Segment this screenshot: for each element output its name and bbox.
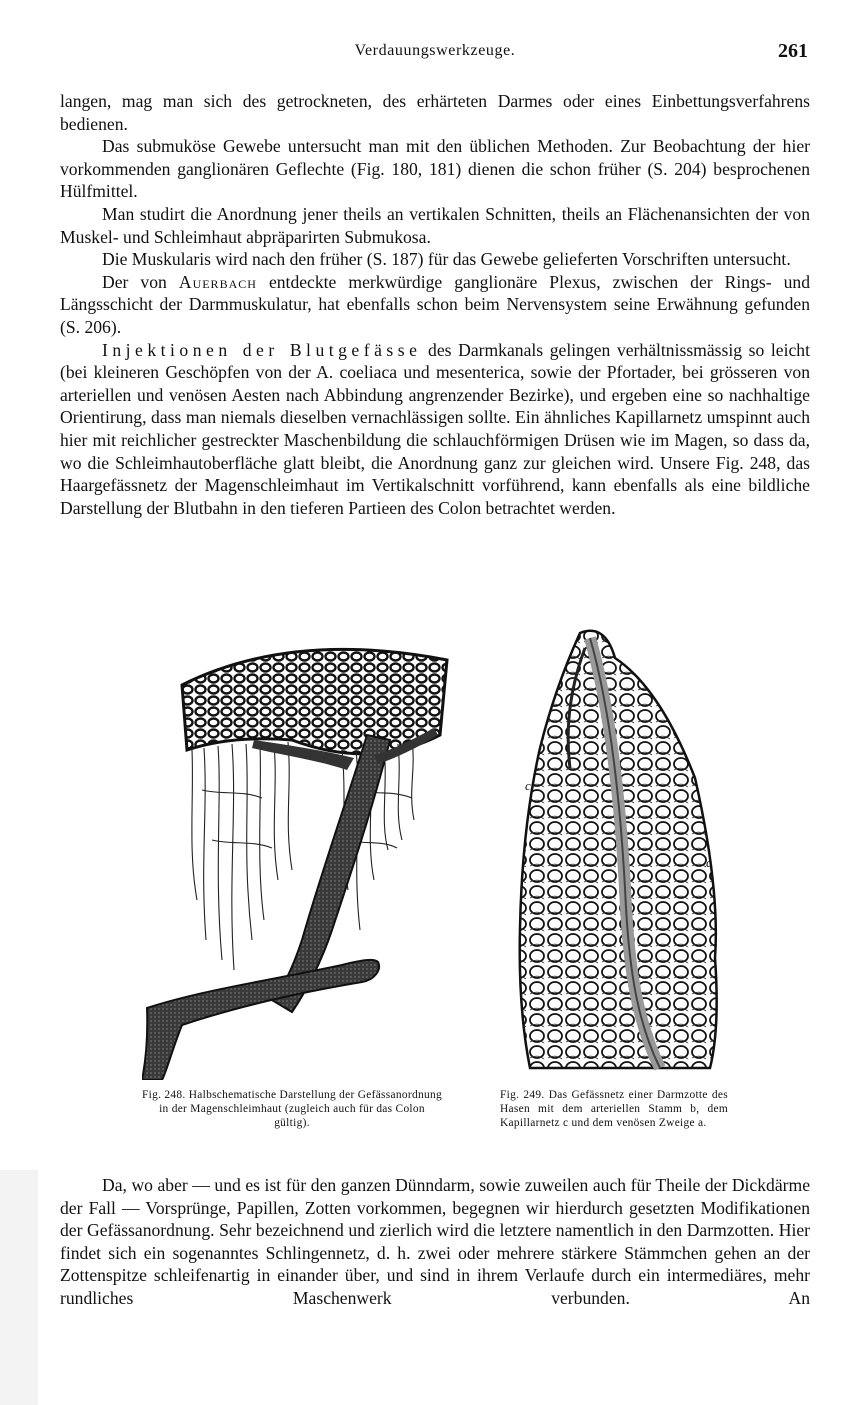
page-number: 261	[778, 40, 808, 62]
paragraph-1: langen, mag man sich des getrockneten, des erhärteten Darmes oder eines Einbettungsverfahrens bedienen.	[60, 91, 810, 134]
figure-248-illustration	[142, 640, 462, 1080]
figure-249-caption-text: Das Gefässnetz einer Darmzotte des Hasen mit dem arteriellen Stamm b, dem Kapillarnetz c und dem venösen Zweige a.	[500, 1089, 728, 1130]
body-text-bottom	[60, 1174, 810, 1310]
body-text-top	[60, 90, 810, 519]
figure-249-label-c-right: c	[706, 855, 712, 870]
figure-248-caption	[142, 1088, 442, 1131]
paragraph-4: Die Muskularis wird nach den früher (S. 187) für das Gewebe gelieferten Vorschriften untersucht.	[102, 249, 791, 270]
paragraph-5-start: Der von	[102, 271, 167, 292]
paragraph-7: Da, wo aber — und es ist für den ganzen Dünndarm, sowie zuweilen auch für Theile der Dickdärme der Fall — Vorsprünge, Papillen, Zotten vorkommen, begegnen wir hierdurch gesetzten Modifikationen der Gefässanordnung. Sehr bezeichnend und zierlich wird die letztere namentlich in den Darmzotten. Hier findet sich ein sogenanntes Schlingennetz, d. h. zwei oder mehrere stärkere Stämmchen gehen an der Zottenspitze schleifenartig in einander über, und sind in ihrem Verlaufe durch ein intermediäres, mehr rundliches Maschenwerk verbunden. An	[60, 1175, 810, 1308]
paragraph-6-rest: des Darmkanals gelingen verhältnissmässig so leicht (bei kleineren Geschöpfen von der A. coeliaca und mesenterica, sowie der Pfortader, bei grösseren von arteriellen und venösen Aesten nach Abbindung angrenzender Bezirke), und ergeben eine so nachhaltige Orientirung, dass man niemals dieselben vernachlässigen sollte. Ein ähnliches Kapillarnetz umspinnt auch hier mit reichlicher gestreckter Maschenbildung die schlauchförmigen Drüsen wie im Magen, so dass da, wo die Schleimhautoberfläche glatt bleibt, die Anordnung ganz zur gleichen wird. Unsere Fig. 248, das Haargefässnetz der Magenschleimhaut im Vertikalschnitt vorführend, kann ebenfalls als eine bildliche Darstellung der Blutbahn in den tieferen Partieen des Colon betrachtet werden.	[60, 339, 810, 518]
figure-249-label: Fig. 249.	[500, 1089, 545, 1101]
figure-249-label-c-left: c	[525, 778, 531, 793]
author-name: Auerbach	[178, 271, 257, 292]
paragraph-6	[60, 339, 810, 520]
figure-248-caption-text: Halbschematische Darstellung der Gefässanordnung in der Magenschleimhaut (zugleich auch für das Colon gültig).	[159, 1089, 442, 1130]
figure-249-caption	[500, 1088, 728, 1131]
figure-249-illustration	[510, 628, 725, 1080]
paragraph-3: Man studirt die Anordnung jener theils an vertikalen Schnitten, theils an Flächenansichten der von Muskel- und Schleimhaut abpräparirten Submukosa.	[60, 203, 810, 247]
figure-248-label: Fig. 248.	[142, 1089, 186, 1101]
paragraph-5-rest: entdeckte merkwürdige ganglionäre Plexus, zwischen der Rings- und Längsschicht der Darmmuskulatur, hat ebenfalls schon beim Nervensystem seine Erwähnung gefunden (S. 206).	[60, 271, 811, 337]
page-header	[60, 42, 810, 68]
scan-margin-shade	[0, 1170, 38, 1405]
paragraph-5	[60, 271, 810, 339]
running-title: Verdauungswerkzeuge.	[354, 42, 516, 59]
paragraph-2: Das submuköse Gewebe untersucht man mit den üblichen Methoden. Zur Beobachtung der hier vorkommenden ganglionären Geflechte (Fig. 180, 181) dienen die schon früher (S. 204) besprochenen Hülfmittel.	[60, 136, 810, 202]
spaced-heading: Injektionen der Blutgefässe	[102, 339, 422, 360]
